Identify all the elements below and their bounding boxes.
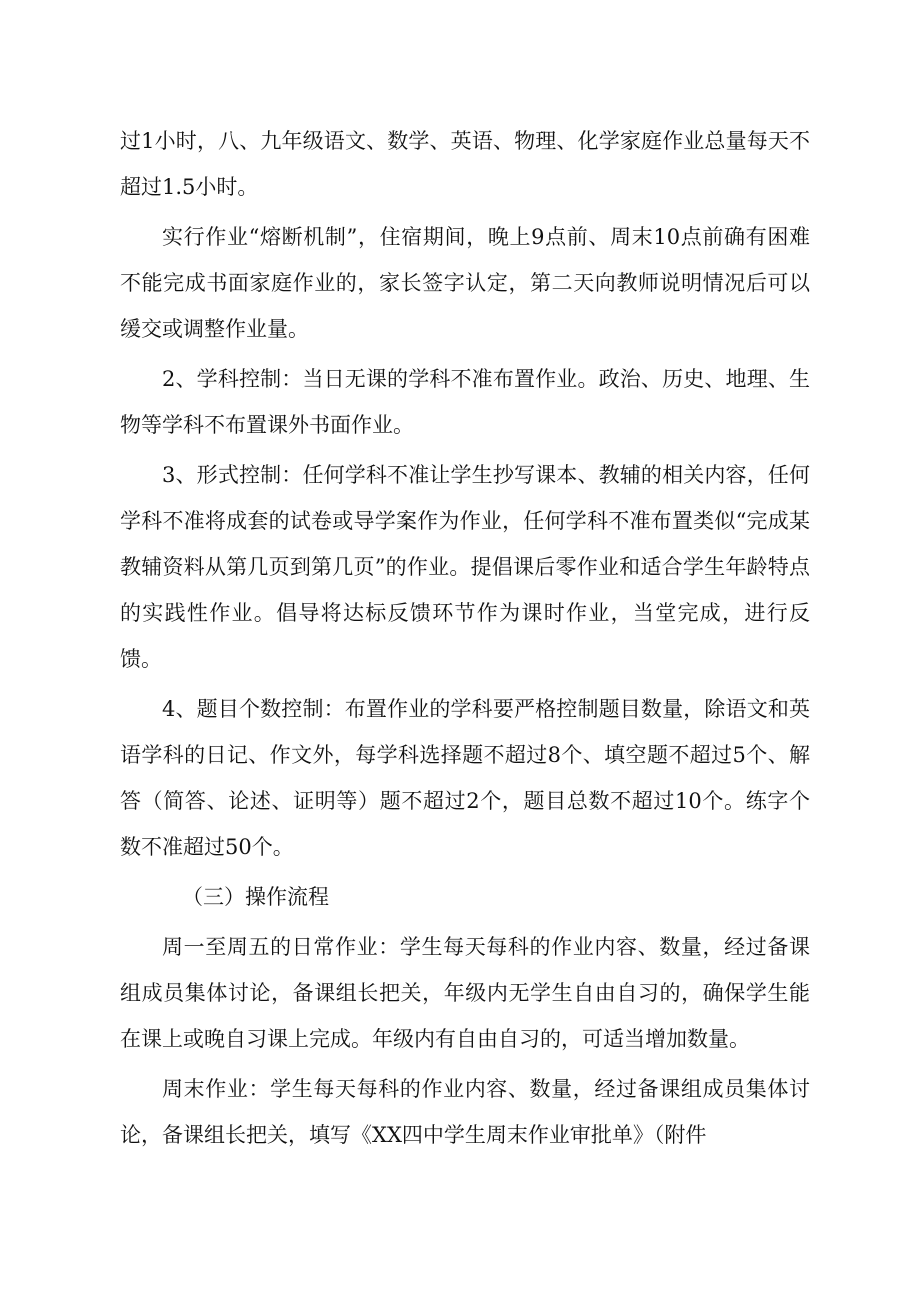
paragraph-circuit-breaker: 实行作业“熔断机制”，住宿期间，晚上9点前、周末10点前确有困难不能完成书面家庭作业的，家长签字认定，第二天向教师说明情况后可以缓交或调整作业量。 — [120, 225, 810, 341]
section-heading-procedure: （三）操作流程 — [182, 885, 329, 909]
paragraph-form-control: 3、形式控制：任何学科不准让学生抄写课本、教辅的相关内容，任何学科不准将成套的试卷或导学案作为作业，任何学科不准布置类似“完成某教辅资料从第几页到第几页”的作业。提倡课后零作业和适合学生年龄特点的实践性作业。倡导将达标反馈环节作为课时作业，当堂完成，进行反馈。 — [120, 463, 810, 671]
paragraph-weekday-homework: 周一至周五的日常作业：学生每天每科的作业内容、数量，经过备课组成员集体讨论，备课组长把关，年级内无学生自由自习的，确保学生能在课上或晚自习课上完成。年级内有自由自习的，可适当增加数量。 — [120, 935, 810, 1051]
paragraph-question-count-control: 4、题目个数控制：布置作业的学科要严格控制题目数量，除语文和英语学科的日记、作文外，每学科选择题不超过8个、填空题不超过5个、解答（简答、论述、证明等）题不超过2个，题目总数不超过10个。练字个数不准超过50个。 — [120, 697, 810, 859]
paragraph-subject-control: 2、学科控制：当日无课的学科不准布置作业。政治、历史、地理、生物等学科不布置课外书面作业。 — [120, 367, 810, 437]
document-body — [120, 118, 810, 1162]
paragraph-weekend-homework: 周末作业：学生每天每科的作业内容、数量，经过备课组成员集体讨论，备课组长把关，填写《XX四中学生周末作业审批单》（附件 — [120, 1077, 810, 1147]
paragraph-homework-time-limit: 过1小时，八、九年级语文、数学、英语、物理、化学家庭作业总量每天不超过1.5小时。 — [120, 129, 810, 199]
